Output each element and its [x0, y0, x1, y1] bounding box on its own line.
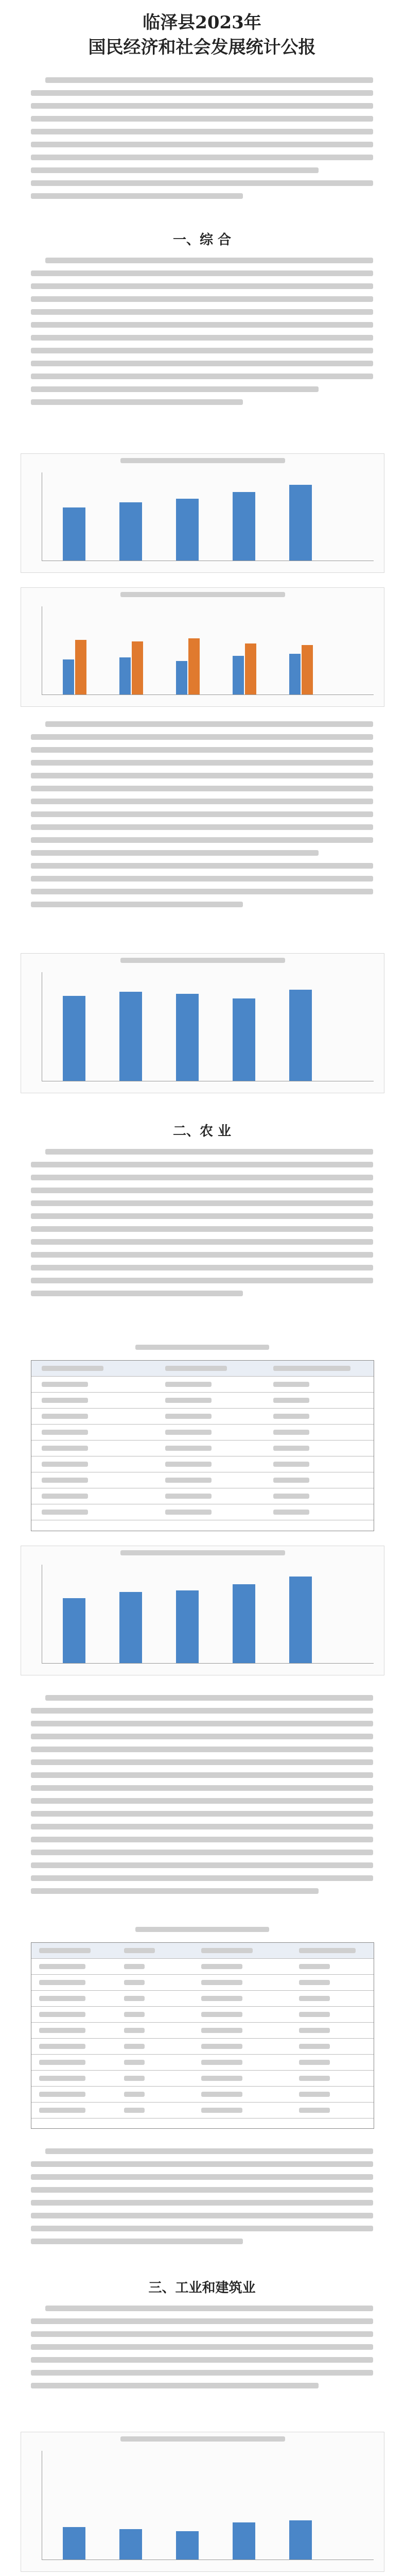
section-1-paragraph-2: [31, 721, 373, 914]
section-3-paragraph: [31, 2306, 373, 2396]
document-title-block: [0, 10, 404, 60]
intro-paragraph: [31, 77, 373, 206]
figure-5: [21, 2432, 384, 2572]
table-1-caption: [31, 1345, 373, 1359]
section-2-paragraph: [31, 1149, 373, 1303]
figure-2: [21, 587, 384, 707]
figure-4: [21, 1546, 384, 1675]
figure-1-plot: [42, 472, 374, 561]
figure-2-plot: [42, 606, 374, 695]
figure-1: [21, 453, 384, 573]
table-2-caption: [31, 1927, 373, 1941]
section-heading-2: 二、农 业: [172, 1124, 232, 1139]
section-heading-1: 一、综 合: [172, 232, 232, 248]
section-heading-3: 三、工业和建筑业: [148, 2280, 256, 2296]
table-1: [31, 1360, 374, 1531]
section-1-paragraph: [31, 258, 373, 412]
section-2-paragraph-2: [31, 1695, 373, 1901]
table-2: [31, 1942, 374, 2129]
document-title: 临泽县2023年: [143, 12, 261, 33]
section-2-paragraph-3: [31, 2148, 373, 2251]
figure-3: [21, 953, 384, 1093]
document-subtitle: 国民经济和社会发展统计公报: [88, 37, 316, 58]
figure-4-plot: [42, 1565, 374, 1664]
figure-5-plot: [42, 2451, 374, 2560]
figure-3-plot: [42, 972, 374, 1081]
